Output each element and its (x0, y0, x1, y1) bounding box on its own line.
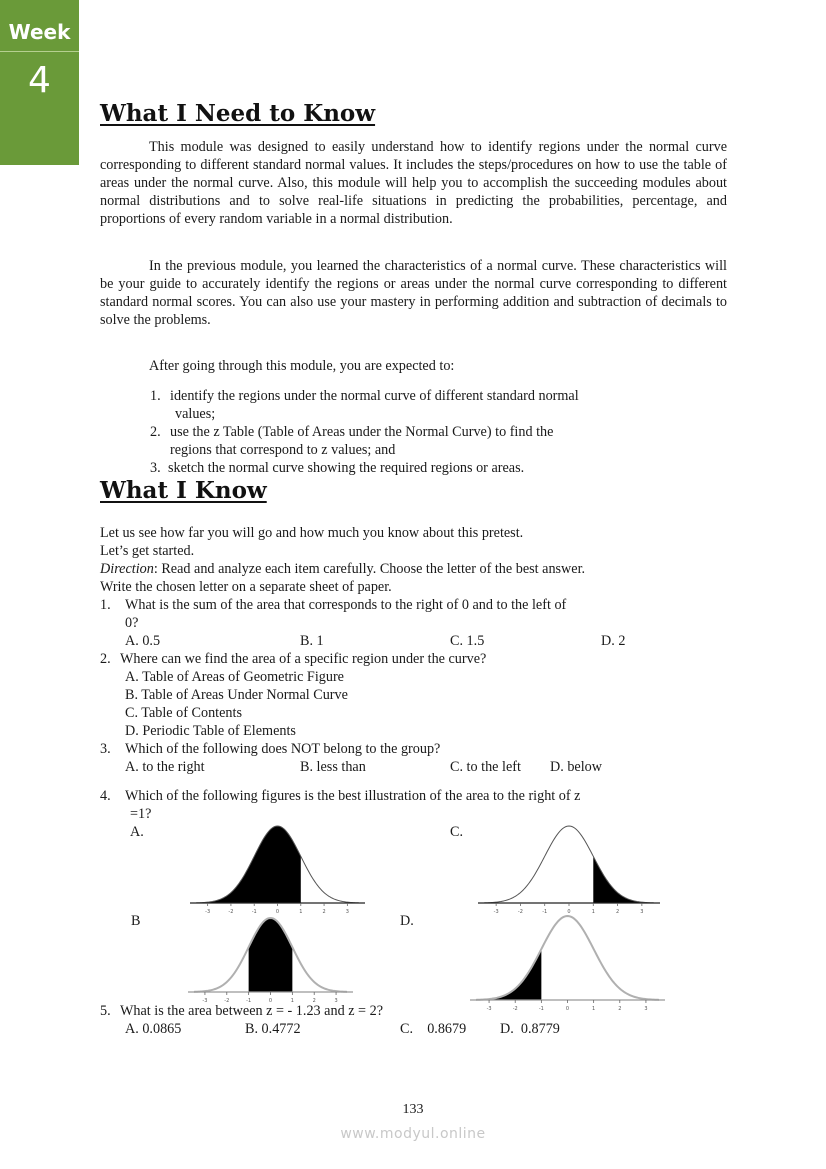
axis-tick-label: 1 (592, 1006, 596, 1012)
question-number: 4. (100, 788, 111, 804)
axis-tick-label: 2 (615, 909, 620, 915)
shaded-region (489, 949, 541, 1000)
objective-text-cont: regions that correspond to z values; and (170, 442, 396, 458)
choice-a: A. to the right (125, 759, 205, 775)
axis-tick-label: -3 (486, 1006, 492, 1012)
choice-d: D. 2 (601, 633, 626, 649)
choice-b: B. 0.4772 (245, 1021, 301, 1037)
axis-tick-label: 2 (322, 909, 326, 915)
question-text: Where can we find the area of a specific region under the curve? (120, 651, 487, 667)
page-number: 133 (402, 1102, 424, 1117)
choice-b: B. 1 (300, 633, 324, 649)
axis-tick-label: 1 (591, 909, 595, 915)
choice-d: D. below (550, 759, 603, 775)
axis-tick-label: -1 (251, 909, 257, 915)
direction-label: Direction (100, 561, 154, 577)
axis-tick-label: -2 (224, 998, 230, 1004)
axis-tick-label: -3 (205, 909, 211, 915)
objective-text: sketch the normal curve showing the required regions or areas. (168, 460, 525, 476)
pretest-intro-2: Let’s get started. (100, 543, 195, 559)
question-number: 1. (100, 597, 111, 613)
choice-d: D. Periodic Table of Elements (125, 723, 296, 739)
objective-text-cont: values; (175, 406, 216, 422)
choice-c: C. 1.5 (450, 633, 485, 649)
question-number: 2. (100, 651, 111, 667)
axis-tick-label: -3 (493, 909, 499, 915)
axis-tick-label: 0 (565, 1006, 570, 1012)
axis-tick-label: -3 (202, 998, 208, 1004)
axis-tick-label: 0 (275, 909, 280, 915)
question-text: What is the area between z = - 1.23 and z = 2? (120, 1003, 383, 1019)
question-text-cont: 0? (125, 615, 139, 631)
choice-b: B. Table of Areas Under Normal Curve (125, 687, 348, 703)
choice-c: C. 0.8679 (400, 1021, 467, 1037)
choice-c: C. Table of Contents (125, 705, 242, 721)
choice-a: A. Table of Areas of Geometric Figure (125, 669, 344, 685)
watermark: www.modyul.online (340, 1126, 486, 1142)
axis-tick-label: 3 (334, 998, 338, 1004)
axis-tick-label: 0 (268, 998, 273, 1004)
pretest-intro: Let us see how far you will go and how much you know about this pretest. (100, 525, 524, 541)
choice-d: D. (400, 913, 414, 929)
direction-text: : Read and analyze each item carefully. Choose the letter of the best answer. (153, 561, 586, 577)
axis-tick-label: 3 (644, 1006, 648, 1012)
axis-tick-label: 3 (345, 909, 349, 915)
choice-d: D. 0.8779 (500, 1021, 560, 1037)
axis-tick-label: -2 (512, 1006, 518, 1012)
question-number: 5. (100, 1003, 111, 1019)
direction-line-2: Write the chosen letter on a separate sheet of paper. (100, 579, 392, 595)
week-tab (0, 0, 79, 165)
week-label: Week (8, 20, 71, 44)
section-title-what-i-know: What I Know (100, 477, 267, 504)
section-title-what-i-need-to-know: What I Need to Know (100, 100, 376, 127)
choice-b: B. less than (300, 759, 366, 775)
question-text: Which of the following figures is the best illustration of the area to the right of z (125, 788, 581, 804)
normal-curve-line (484, 826, 654, 903)
figure-d-normal-curve (470, 912, 665, 1014)
figure-b-normal-curve (188, 914, 353, 1006)
objective-number: 3. (150, 460, 161, 476)
choice-c: C. to the left (450, 759, 521, 775)
choice-c: C. (450, 824, 464, 840)
shaded-region (593, 856, 642, 903)
axis-tick-label: -2 (228, 909, 234, 915)
objectives-lead: After going through this module, you are expected to: (149, 358, 455, 374)
objective-number: 2. (150, 424, 161, 440)
shaded-region (208, 826, 301, 903)
question-text: Which of the following does NOT belong to the group? (125, 741, 441, 757)
question-text: What is the sum of the area that corresponds to the right of 0 and to the left of (125, 597, 567, 613)
axis-tick-label: 2 (312, 998, 316, 1004)
axis-tick-label: 3 (640, 909, 644, 915)
axis-tick-label: -1 (542, 909, 548, 915)
choice-a: A. 0.5 (125, 633, 161, 649)
choice-b: B (131, 913, 141, 929)
axis-tick-label: 1 (290, 998, 294, 1004)
intro-paragraph-2: In the previous module, you learned the characteristics of a normal curve. These characteristics will be your guide to accurately identify the regions or areas under the normal curve corresponding to different standard normal scores. You can also use your mastery in performing addition and subtraction of decimals to solve the problems. (100, 258, 727, 328)
figure-c-normal-curve (478, 822, 660, 917)
axis-tick-label: 1 (299, 909, 303, 915)
axis-tick-label: -1 (246, 998, 252, 1004)
choice-a: A. 0.0865 (125, 1021, 182, 1037)
axis-tick-label: -2 (517, 909, 523, 915)
week-number: 4 (28, 60, 51, 101)
figure-a-normal-curve (190, 822, 365, 917)
normal-curve-line (476, 916, 659, 1000)
direction-line (100, 560, 585, 578)
axis-tick-label: 0 (567, 909, 571, 915)
intro-paragraph-1: This module was designed to easily understand how to identify regions under the normal curve corresponding to different standard normal values. It includes the steps/procedures on how to use the table of areas under the normal curve. Also, this module will help you to accomplish the succeeding modules about normal distributions and to solve real-life situations in predicting the probabilities, percentage, and proportions of every random variable in a normal distribution. (100, 139, 727, 227)
axis-tick-label: 2 (618, 1006, 622, 1012)
objective-text: identify the regions under the normal curve of different standard normal (170, 388, 579, 404)
week-tab-divider (0, 51, 79, 52)
objective-number: 1. (150, 388, 161, 404)
question-text-cont: =1? (130, 806, 152, 822)
choice-a: A. (130, 824, 144, 840)
axis-tick-label: -1 (538, 1006, 544, 1012)
question-number: 3. (100, 741, 111, 757)
objective-text: use the z Table (Table of Areas under the Normal Curve) to find the (170, 424, 554, 440)
shaded-region (249, 918, 293, 992)
